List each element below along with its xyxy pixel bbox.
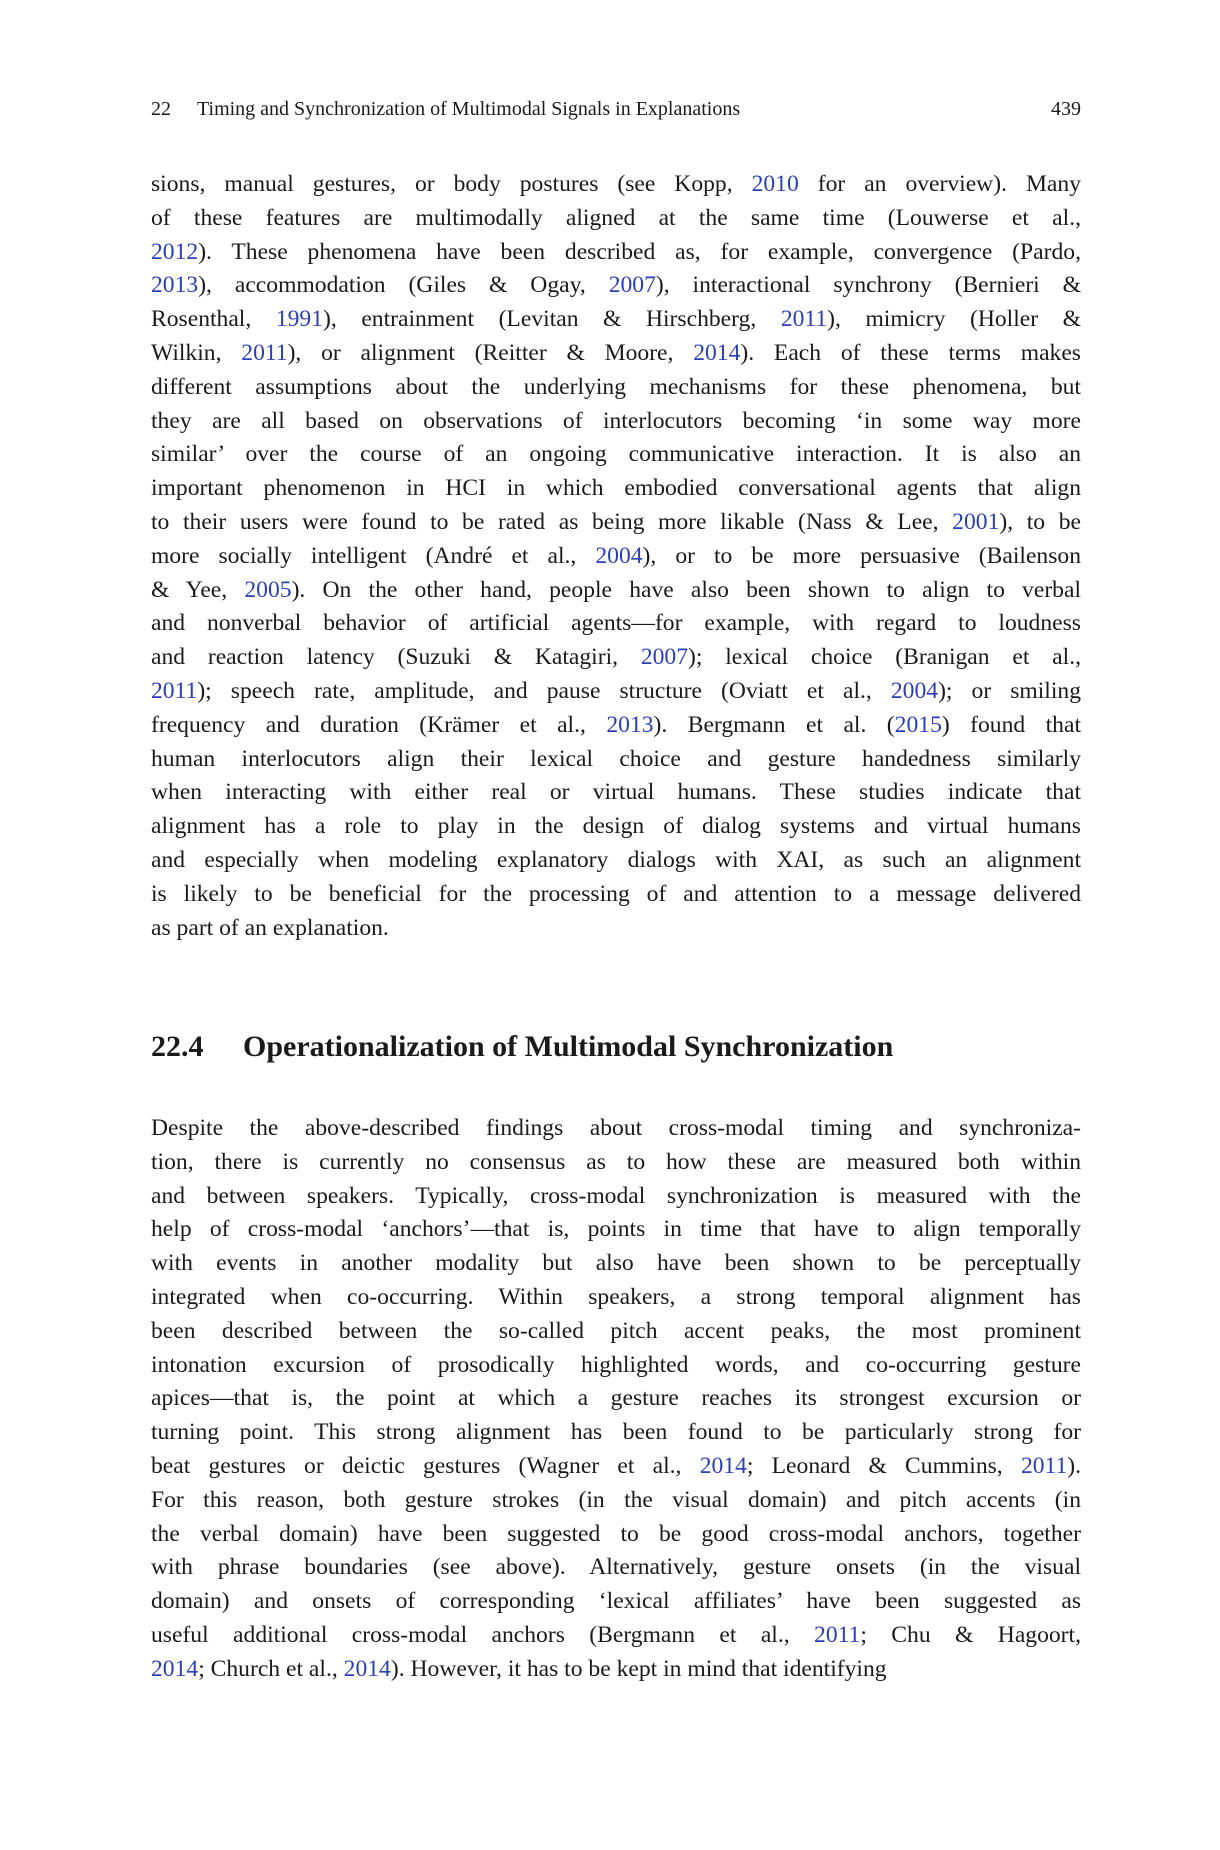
text-line — [151, 303, 1081, 337]
text-segment: ), entrainment (Levitan & Hirschberg, — [323, 306, 781, 333]
text-segment: useful additional cross-modal anchors (Bergmann et al., — [151, 1621, 815, 1648]
text-segment: ). Each of these terms makes — [740, 339, 1081, 366]
citation-link[interactable]: 2015 — [894, 711, 942, 738]
citation-link[interactable]: 2004 — [595, 542, 643, 569]
citation-link[interactable]: 2001 — [952, 508, 1000, 535]
text-segment: ; Chu & Hagoort, — [860, 1621, 1081, 1648]
text-segment: of these features are multimodally aligned at the same time (Louwerse et al., — [151, 204, 1081, 231]
text-line — [151, 912, 1081, 946]
page-number: 439 — [1051, 98, 1081, 120]
chapter-number: 22 — [151, 98, 171, 120]
text-line — [151, 540, 1081, 574]
citation-link[interactable]: 2007 — [608, 272, 656, 299]
text-segment: the verbal domain) have been suggested to be good cross-modal anchors, together — [151, 1520, 1081, 1547]
text-line — [151, 1653, 1081, 1687]
text-segment: they are all based on observations of interlocutors becoming ‘in some way more — [151, 407, 1081, 434]
text-line — [151, 641, 1081, 675]
text-segment: important phenomenon in HCI in which embodied conversational agents that align — [151, 475, 1081, 502]
text-line — [151, 371, 1081, 405]
text-segment: is likely to be beneficial for the processing of and attention to a message delivered — [151, 880, 1081, 907]
paragraph-operationalization — [151, 1112, 1081, 1687]
text-segment: ). On the other hand, people have also been shown to align to verbal — [291, 576, 1082, 603]
text-segment: apices—that is, the point at which a gesture reaches its strongest excursion or — [151, 1385, 1081, 1412]
text-segment: tion, there is currently no consensus as to how these are measured both within — [151, 1148, 1081, 1175]
text-segment: ), to be — [999, 508, 1081, 535]
citation-link[interactable]: 1991 — [275, 306, 324, 333]
text-segment: & Yee, — [151, 576, 245, 603]
text-segment: intonation excursion of prosodically highlighted words, and co-occurring gesture — [151, 1351, 1081, 1378]
text-segment: ; Leonard & Cummins, — [746, 1452, 1021, 1479]
citation-link[interactable]: 2005 — [244, 576, 292, 603]
text-line — [151, 1247, 1081, 1281]
citation-link[interactable]: 2014 — [151, 1655, 199, 1682]
citation-link[interactable]: 2010 — [751, 171, 799, 197]
text-line — [151, 506, 1081, 540]
text-line — [151, 607, 1081, 641]
section-title: Operationalization of Multimodal Synchronization — [243, 1030, 894, 1063]
citation-link[interactable]: 2014 — [699, 1452, 747, 1479]
text-segment: ), interactional synchrony (Bernieri & — [655, 272, 1081, 299]
text-line — [151, 776, 1081, 810]
text-line — [151, 405, 1081, 439]
citation-link[interactable]: 2011 — [1020, 1452, 1068, 1479]
text-segment: with phrase boundaries (see above). Alternatively, gesture onsets (in the visual — [151, 1554, 1081, 1581]
text-segment: human interlocutors align their lexical choice and gesture handedness similarly — [151, 745, 1081, 772]
running-title: Timing and Synchronization of Multimodal Signals in Explanations — [197, 98, 741, 120]
text-segment: as part of an explanation. — [151, 914, 389, 941]
citation-link[interactable]: 2011 — [241, 339, 288, 366]
text-segment: ). These phenomena have been described as, for example, convergence (Pardo, — [198, 238, 1081, 265]
text-line — [151, 168, 1081, 202]
text-segment: for an overview). Many — [798, 171, 1081, 197]
text-line — [151, 675, 1081, 709]
paragraph-alignment — [151, 168, 1081, 945]
text-segment: ), mimicry (Holler & — [827, 306, 1081, 333]
text-line — [151, 1315, 1081, 1349]
text-segment: ), or to be more persuasive (Bailenson — [642, 542, 1082, 569]
citation-link[interactable]: 2011 — [780, 306, 828, 333]
text-line — [151, 1585, 1081, 1619]
text-segment: and nonverbal behavior of artificial agents—for example, with regard to loudness — [151, 610, 1081, 637]
citation-link[interactable]: 2004 — [890, 677, 939, 704]
text-line — [151, 1213, 1081, 1247]
text-line — [151, 1416, 1081, 1450]
text-line — [151, 1382, 1081, 1416]
text-segment: frequency and duration (Krämer et al., — [151, 711, 607, 738]
text-line — [151, 844, 1081, 878]
text-segment: and reaction latency (Suzuki & Katagiri, — [151, 644, 641, 671]
text-segment: with events in another modality but also have been shown to be perceptually — [151, 1250, 1081, 1277]
text-line — [151, 1112, 1081, 1146]
text-segment: ); or smiling — [938, 677, 1082, 704]
text-line — [151, 1518, 1081, 1552]
citation-link[interactable]: 2011 — [814, 1621, 861, 1648]
text-segment: ), or alignment (Reitter & Moore, — [287, 339, 694, 366]
text-segment: For this reason, both gesture strokes (in the visual domain) and pitch accents (in — [151, 1486, 1081, 1513]
text-segment: help of cross-modal ‘anchors’—that is, points in time that have to align temporally — [151, 1216, 1081, 1243]
text-segment: alignment has a role to play in the design of dialog systems and virtual humans — [151, 813, 1081, 840]
section-heading — [151, 1030, 893, 1064]
text-segment: more socially intelligent (André et al., — [151, 542, 596, 569]
text-line — [151, 1484, 1081, 1518]
text-line — [151, 1180, 1081, 1214]
text-segment: and especially when modeling explanatory dialogs with XAI, as such an alignment — [151, 846, 1081, 873]
text-segment: to their users were found to be rated as being more likable (Nass & Lee, — [151, 508, 953, 535]
text-segment: integrated when co-occurring. Within speakers, a strong temporal alignment has — [151, 1283, 1081, 1310]
text-segment: ); lexical choice (Branigan et al., — [688, 644, 1081, 671]
text-segment: ), accommodation (Giles & Ogay, — [198, 272, 609, 299]
text-segment: Despite the above-described findings about cross-modal timing and synchroniza- — [151, 1115, 1081, 1141]
text-line — [151, 1146, 1081, 1180]
text-line — [151, 1281, 1081, 1315]
text-line — [151, 743, 1081, 777]
text-segment: turning point. This strong alignment has been found to be particularly strong for — [151, 1419, 1081, 1446]
text-segment: ; Church et al., — [198, 1655, 344, 1682]
text-segment: ). Bergmann et al. ( — [653, 711, 895, 738]
citation-link[interactable]: 2014 — [693, 339, 741, 366]
text-segment: when interacting with either real or virtual humans. These studies indicate that — [151, 779, 1081, 806]
citation-link[interactable]: 2007 — [640, 644, 689, 671]
text-line — [151, 1450, 1081, 1484]
text-line — [151, 1349, 1081, 1383]
text-segment: Wilkin, — [151, 339, 242, 366]
text-segment: ). — [1067, 1452, 1082, 1479]
text-line — [151, 202, 1081, 236]
citation-link[interactable]: 2011 — [151, 677, 198, 704]
text-line — [151, 878, 1081, 912]
text-line — [151, 709, 1081, 743]
text-line — [151, 472, 1081, 506]
text-segment: beat gestures or deictic gestures (Wagner et al., — [151, 1452, 700, 1479]
citation-link[interactable]: 2012 — [151, 238, 199, 265]
text-line — [151, 810, 1081, 844]
text-segment: Rosenthal, — [151, 306, 276, 333]
text-segment: domain) and onsets of corresponding ‘lexical affiliates’ have been suggested as — [151, 1588, 1081, 1615]
text-segment: ) found that — [941, 711, 1081, 738]
text-segment: been described between the so-called pitch accent peaks, the most prominent — [151, 1317, 1081, 1344]
text-line — [151, 337, 1081, 371]
citation-link[interactable]: 2013 — [606, 711, 654, 738]
text-line — [151, 269, 1081, 303]
text-line — [151, 574, 1081, 608]
section-number: 22.4 — [151, 1030, 204, 1063]
text-segment: ). However, it has to be kept in mind that identifying — [390, 1655, 887, 1682]
text-line — [151, 438, 1081, 472]
text-line — [151, 236, 1081, 270]
text-segment: sions, manual gestures, or body postures (see Kopp, — [151, 171, 752, 197]
running-header — [151, 98, 1081, 128]
text-line — [151, 1619, 1081, 1653]
text-line — [151, 1551, 1081, 1585]
citation-link[interactable]: 2014 — [343, 1655, 391, 1682]
citation-link[interactable]: 2013 — [151, 272, 199, 299]
text-segment: similar’ over the course of an ongoing communicative interaction. It is also an — [151, 441, 1081, 468]
text-segment: different assumptions about the underlying mechanisms for these phenomena, but — [151, 373, 1081, 400]
text-segment: ); speech rate, amplitude, and pause structure (Oviatt et al., — [197, 677, 891, 704]
text-segment: and between speakers. Typically, cross-modal synchronization is measured with the — [151, 1182, 1081, 1209]
